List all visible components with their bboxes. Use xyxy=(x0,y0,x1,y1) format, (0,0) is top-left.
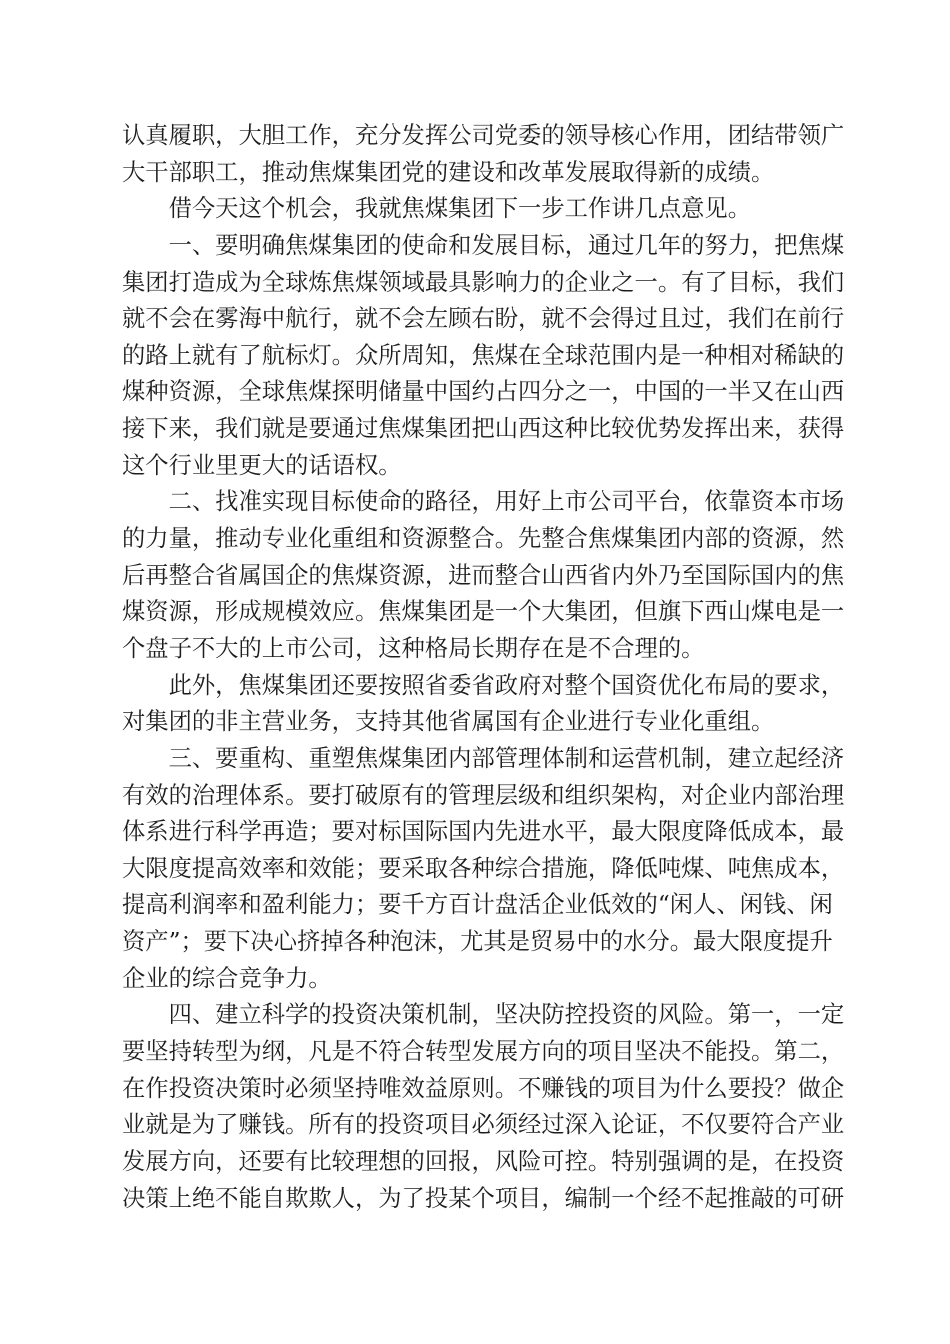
paragraph xyxy=(122,741,848,997)
text-line: 大干部职工，推动焦煤集团党的建设和改革发展取得新的成绩。 xyxy=(122,158,775,186)
text-line: 对集团的非主营业务，支持其他省属国有企业进行专业化重组。 xyxy=(122,708,775,736)
text-line: 的力量，推动专业化重组和资源整合。先整合焦煤集团内部的资源，然 xyxy=(122,525,845,553)
text-line: 借今天这个机会，我就焦煤集团下一步工作讲几点意见。 xyxy=(168,195,752,223)
text-line: 个盘子不大的上市公司，这种格局长期存在是不合理的。 xyxy=(122,634,705,662)
text-line: 四、建立科学的投资决策机制，坚决防控投资的风险。第一，一定 xyxy=(168,1001,845,1029)
text-line: 此外，焦煤集团还要按照省委省政府对整个国资优化布局的要求， xyxy=(168,671,845,699)
text-line: 提高利润率和盈利能力；要千方百计盘活企业低效的“闲人、闲钱、闲 xyxy=(122,891,833,919)
text-line: 大限度提高效率和效能；要采取各种综合措施，降低吨煤、吨焦成本， xyxy=(122,854,845,882)
text-line: 有效的治理体系。要打破原有的管理层级和组织架构，对企业内部治理 xyxy=(122,781,845,809)
paragraph xyxy=(122,118,848,191)
text-line: 集团打造成为全球炼焦煤领域最具影响力的企业之一。有了目标，我们 xyxy=(122,268,845,296)
paragraph xyxy=(122,668,848,741)
text-line: 业就是为了赚钱。所有的投资项目必须经过深入论证，不仅要符合产业 xyxy=(122,1111,845,1139)
text-line: 要坚持转型为纲，凡是不符合转型发展方向的项目坚决不能投。第二， xyxy=(122,1038,845,1066)
text-line: 接下来，我们就是要通过焦煤集团把山西这种比较优势发挥出来，获得 xyxy=(122,415,845,443)
text-line: 一、要明确焦煤集团的使命和发展目标，通过几年的努力，把焦煤 xyxy=(168,231,845,259)
paragraph xyxy=(122,484,848,667)
text-line: 资产”；要下决心挤掉各种泡沫，尤其是贸易中的水分。最大限度提升 xyxy=(122,928,833,956)
text-line: 决策上绝不能自欺欺人，为了投某个项目，编制一个经不起推敲的可研 xyxy=(122,1184,845,1212)
paragraph xyxy=(122,228,848,484)
text-line: 认真履职，大胆工作，充分发挥公司党委的领导核心作用，团结带领广 xyxy=(122,122,845,149)
document-text-block xyxy=(122,118,848,1217)
paragraph xyxy=(122,191,848,228)
text-line: 就不会在雾海中航行，就不会左顾右盼，就不会得过且过，我们在前行 xyxy=(122,305,845,333)
text-line: 企业的综合竞争力。 xyxy=(122,964,332,992)
text-line: 煤种资源，全球焦煤探明储量中国约占四分之一，中国的一半又在山西 xyxy=(122,378,845,406)
text-line: 三、要重构、重塑焦煤集团内部管理体制和运营机制，建立起经济 xyxy=(168,744,845,772)
text-line: 体系进行科学再造；要对标国际国内先进水平，最大限度降低成本，最 xyxy=(122,818,845,846)
text-line: 的路上就有了航标灯。众所周知，焦煤在全球范围内是一种相对稀缺的 xyxy=(122,341,845,369)
paragraph xyxy=(122,997,848,1217)
text-line: 这个行业里更大的话语权。 xyxy=(122,451,402,479)
text-line: 煤资源，形成规模效应。焦煤集团是一个大集团，但旗下西山煤电是一 xyxy=(122,598,845,626)
text-line: 后再整合省属国企的焦煤资源，进而整合山西省内外乃至国际国内的焦 xyxy=(122,561,845,589)
text-line: 在作投资决策时必须坚持唯效益原则。不赚钱的项目为什么要投？做企 xyxy=(122,1074,845,1102)
text-line: 发展方向，还要有比较理想的回报，风险可控。特别强调的是，在投资 xyxy=(122,1147,845,1175)
text-line: 二、找准实现目标使命的路径，用好上市公司平台，依靠资本市场 xyxy=(168,488,845,516)
